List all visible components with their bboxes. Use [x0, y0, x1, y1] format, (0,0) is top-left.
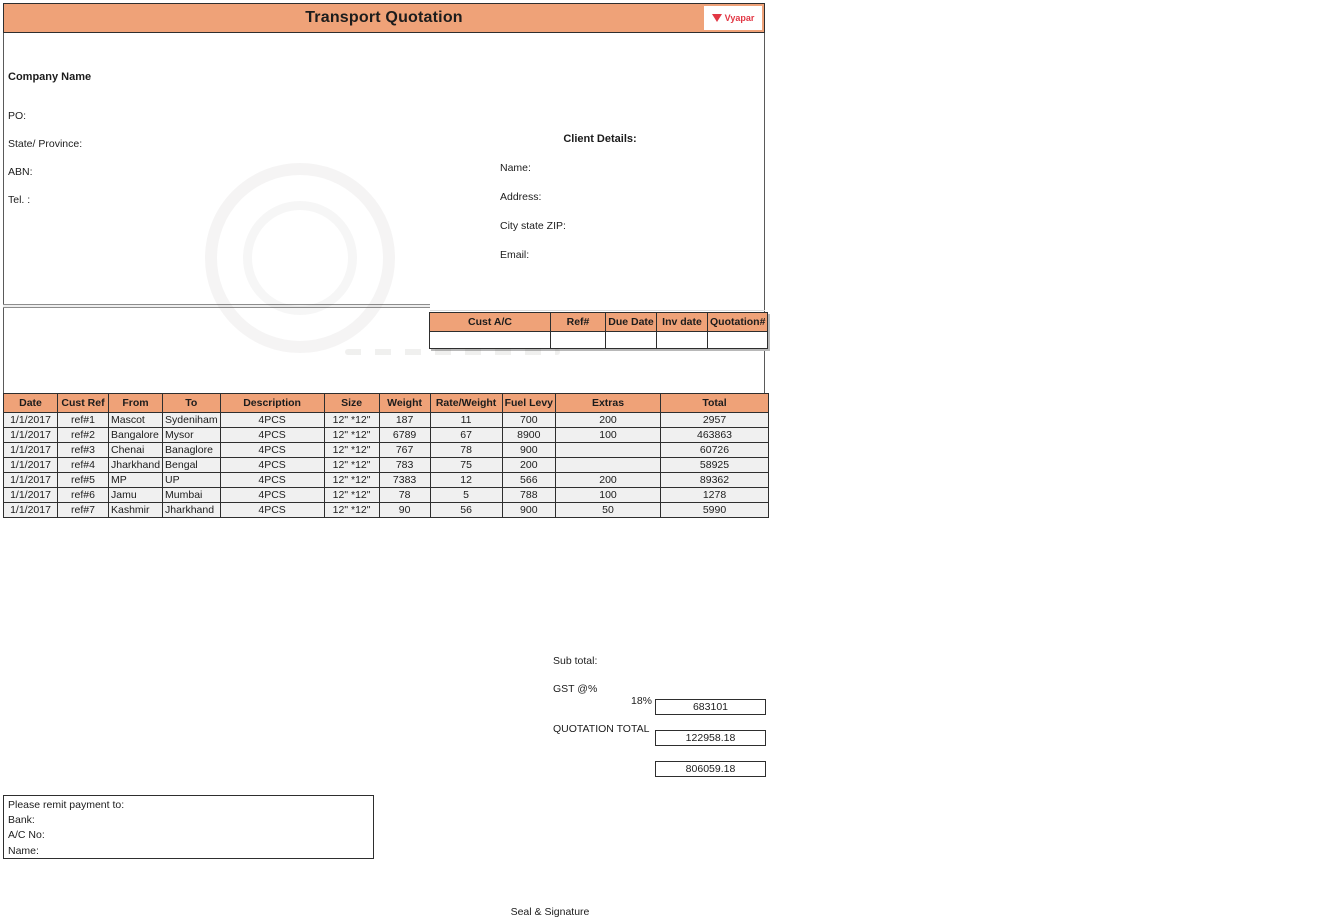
gst-label: GST @% — [553, 683, 598, 695]
remit-payment-box — [3, 795, 374, 859]
watermark-dashes — [345, 349, 560, 355]
table-cell: 12" *12" — [324, 503, 379, 518]
table-cell: 5 — [430, 488, 502, 503]
gst-rate-value: 18% — [630, 695, 652, 707]
table-cell: 12" *12" — [324, 458, 379, 473]
account-col-header: Ref# — [551, 313, 606, 332]
quote-col-header: Date — [4, 394, 58, 413]
account-col-header: Inv date — [657, 313, 708, 332]
table-cell: 1/1/2017 — [4, 488, 58, 503]
table-cell: 12" *12" — [324, 428, 379, 443]
table-cell: ref#3 — [58, 443, 109, 458]
table-cell: 788 — [502, 488, 555, 503]
table-cell: Jharkhand — [109, 458, 163, 473]
table-cell: 100 — [556, 488, 661, 503]
account-value-cell — [551, 332, 606, 349]
table-cell: 1/1/2017 — [4, 503, 58, 518]
table-cell: UP — [163, 473, 221, 488]
table-cell: 1/1/2017 — [4, 413, 58, 428]
table-cell: ref#4 — [58, 458, 109, 473]
table-cell: ref#2 — [58, 428, 109, 443]
table-cell: 12" *12" — [324, 473, 379, 488]
table-cell: Jharkhand — [163, 503, 221, 518]
table-cell: 12" *12" — [324, 443, 379, 458]
table-cell: 1/1/2017 — [4, 473, 58, 488]
table-cell: Jamu — [109, 488, 163, 503]
table-cell: 4PCS — [220, 503, 324, 518]
table-cell: 12 — [430, 473, 502, 488]
quote-col-header: Size — [324, 394, 379, 413]
table-cell: 463863 — [661, 428, 769, 443]
watermark-circle-inner — [243, 201, 357, 315]
table-cell — [556, 458, 661, 473]
table-cell: 56 — [430, 503, 502, 518]
account-value-cell — [606, 332, 657, 349]
company-abn-label: ABN: — [8, 166, 33, 178]
table-cell: 8900 — [502, 428, 555, 443]
table-cell: 1/1/2017 — [4, 443, 58, 458]
remit-bank-label: Bank: — [8, 814, 35, 827]
table-cell: 1/1/2017 — [4, 458, 58, 473]
table-cell: 200 — [502, 458, 555, 473]
account-col-header: Cust A/C — [430, 313, 551, 332]
account-value-cell — [657, 332, 708, 349]
remit-line: Please remit payment to: — [8, 799, 125, 811]
quotation-total-label: QUOTATION TOTAL — [553, 723, 650, 735]
client-cityzip-label: City state ZIP: — [500, 220, 566, 232]
table-cell: 100 — [556, 428, 661, 443]
client-name-label: Name: — [500, 162, 531, 174]
table-cell: 200 — [556, 473, 661, 488]
table-cell: Banaglore — [163, 443, 221, 458]
company-po-label: PO: — [8, 110, 27, 122]
table-row — [4, 413, 769, 428]
quote-col-header: Rate/Weight — [430, 394, 502, 413]
page-title: Transport Quotation — [305, 9, 463, 26]
table-cell: 4PCS — [220, 458, 324, 473]
table-cell: Chenai — [109, 443, 163, 458]
quote-col-header: Total — [661, 394, 769, 413]
client-email-label: Email: — [500, 249, 530, 261]
client-address-label: Address: — [500, 191, 542, 203]
table-cell: 75 — [430, 458, 502, 473]
client-details-heading: Client Details: — [563, 133, 637, 145]
table-cell: Mumbai — [163, 488, 221, 503]
account-value-row — [430, 332, 768, 349]
table-cell: 4PCS — [220, 413, 324, 428]
table-cell: 4PCS — [220, 428, 324, 443]
table-cell: Bengal — [163, 458, 221, 473]
title-bar — [3, 3, 765, 33]
table-cell: 11 — [430, 413, 502, 428]
table-cell: 78 — [379, 488, 430, 503]
table-cell: 12" *12" — [324, 413, 379, 428]
table-cell: 89362 — [661, 473, 769, 488]
table-cell: 4PCS — [220, 473, 324, 488]
table-cell: 5990 — [661, 503, 769, 518]
company-state-label: State/ Province: — [8, 138, 83, 150]
table-cell: 6789 — [379, 428, 430, 443]
seal-signature-label: Seal & Signature — [510, 906, 590, 918]
table-cell: 2957 — [661, 413, 769, 428]
table-cell: 4PCS — [220, 488, 324, 503]
table-row — [4, 443, 769, 458]
account-col-header: Due Date — [606, 313, 657, 332]
horizontal-divider — [3, 304, 430, 308]
table-cell: 12" *12" — [324, 488, 379, 503]
table-cell: 4PCS — [220, 443, 324, 458]
table-cell: Bangalore — [109, 428, 163, 443]
account-value-cell — [708, 332, 768, 349]
watermark-circle-outer — [205, 163, 395, 353]
table-cell: 1278 — [661, 488, 769, 503]
quotation-total-value: 806059.18 — [655, 761, 766, 777]
table-cell: Mascot — [109, 413, 163, 428]
table-cell: 58925 — [661, 458, 769, 473]
table-cell: 1/1/2017 — [4, 428, 58, 443]
company-tel-label: Tel. : — [8, 194, 31, 206]
remit-account-label: A/C No: — [8, 829, 45, 842]
account-value-cell — [430, 332, 551, 349]
quote-col-header: Fuel Levy — [502, 394, 555, 413]
table-row — [4, 473, 769, 488]
account-col-header: Quotation# — [708, 313, 768, 332]
remit-name-label: Name: — [8, 844, 39, 857]
brand-logo-text: Vyapar — [724, 13, 755, 23]
table-cell: 67 — [430, 428, 502, 443]
quote-col-header: Extras — [556, 394, 661, 413]
table-cell: 783 — [379, 458, 430, 473]
table-cell: 90 — [379, 503, 430, 518]
table-cell: 60726 — [661, 443, 769, 458]
quote-col-header: Weight — [379, 394, 430, 413]
table-row — [4, 488, 769, 503]
account-reference-table — [429, 312, 768, 349]
subtotal-value: 683101 — [655, 699, 766, 715]
quote-col-header: Cust Ref — [58, 394, 109, 413]
table-cell — [556, 443, 661, 458]
table-cell: 566 — [502, 473, 555, 488]
quote-header-row — [4, 394, 769, 413]
horizontal-divider-light — [430, 310, 765, 311]
account-header-row — [430, 313, 768, 332]
table-cell: 50 — [556, 503, 661, 518]
table-cell: 700 — [502, 413, 555, 428]
quote-items-table — [3, 393, 769, 518]
table-cell: ref#5 — [58, 473, 109, 488]
table-cell: 78 — [430, 443, 502, 458]
table-cell: Sydeniham — [163, 413, 221, 428]
table-cell: 200 — [556, 413, 661, 428]
table-cell: MP — [109, 473, 163, 488]
table-cell: 7383 — [379, 473, 430, 488]
table-row — [4, 428, 769, 443]
quote-col-header: Description — [220, 394, 324, 413]
table-cell: ref#6 — [58, 488, 109, 503]
gst-value: 122958.18 — [655, 730, 766, 746]
table-cell: 900 — [502, 503, 555, 518]
table-cell: 900 — [502, 443, 555, 458]
table-row — [4, 503, 769, 518]
table-cell: ref#1 — [58, 413, 109, 428]
company-name-label: Company Name — [8, 71, 92, 83]
table-cell: 767 — [379, 443, 430, 458]
vyapar-logo-icon — [712, 14, 722, 22]
table-cell: Kashmir — [109, 503, 163, 518]
brand-logo — [704, 6, 762, 30]
quote-col-header: To — [163, 394, 221, 413]
table-cell: ref#7 — [58, 503, 109, 518]
table-cell: 187 — [379, 413, 430, 428]
table-cell: Mysor — [163, 428, 221, 443]
subtotal-label: Sub total: — [553, 655, 598, 667]
quote-col-header: From — [109, 394, 163, 413]
table-row — [4, 458, 769, 473]
